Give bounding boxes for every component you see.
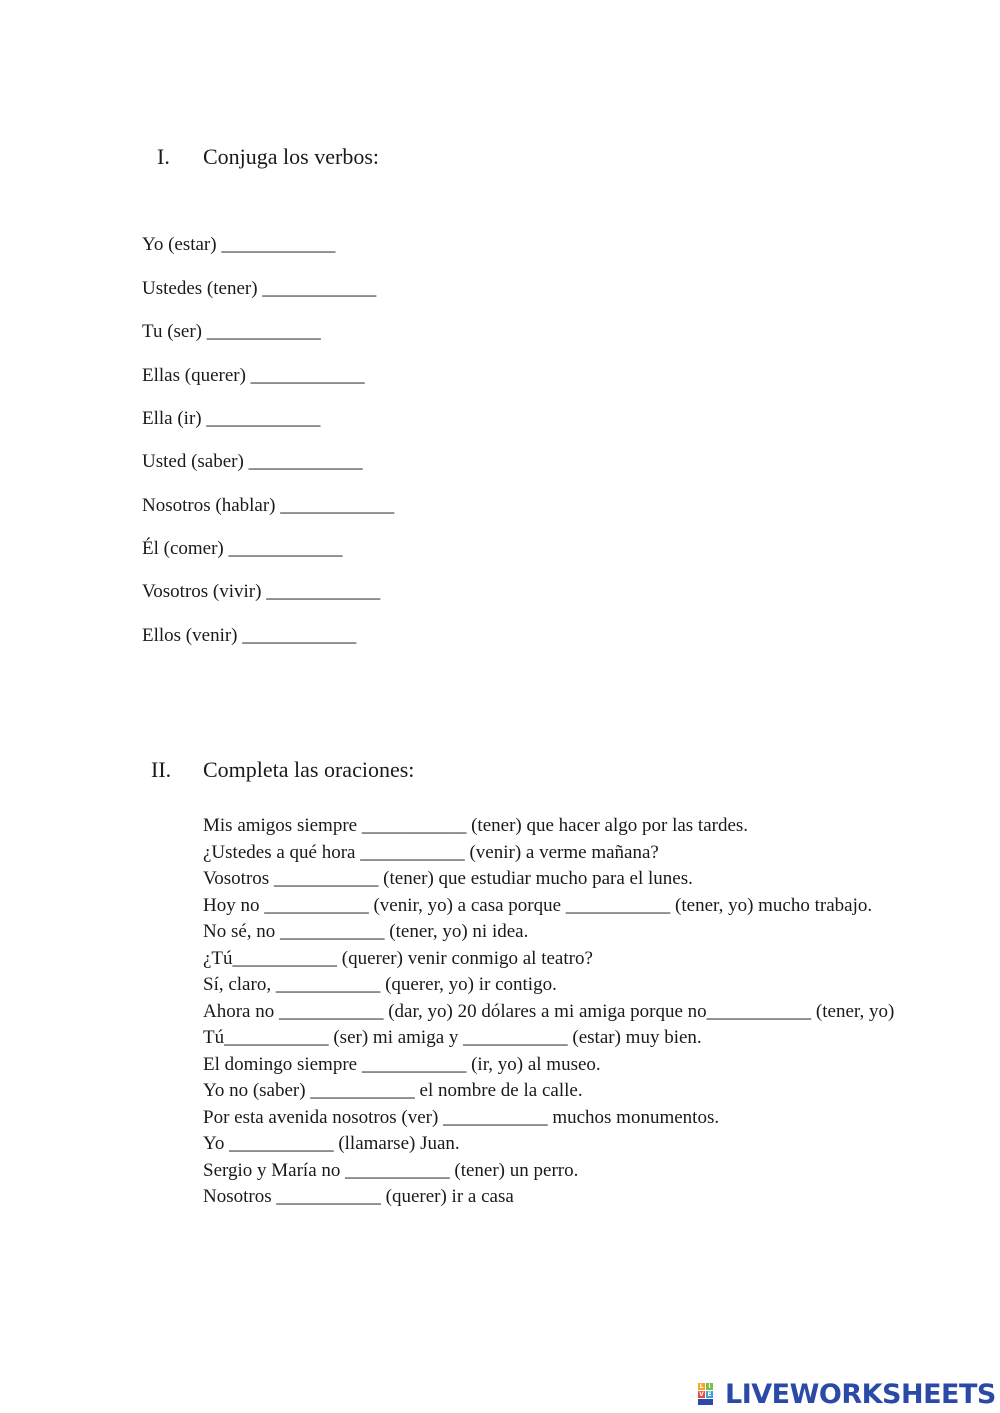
sentence-text[interactable]: ¿Tú___________ (querer) venir conmigo al teatro? bbox=[203, 948, 593, 969]
sentence-text[interactable]: Tú___________ (ser) mi amiga y ___________ (estar) muy bien. bbox=[203, 1027, 702, 1048]
verb-item[interactable]: Nosotros (hablar) ____________ bbox=[142, 495, 395, 516]
verb-item[interactable]: Tu (ser) ____________ bbox=[142, 321, 321, 342]
sentence-text[interactable]: Sergio y María no ___________ (tener) un perro. bbox=[203, 1160, 579, 1181]
verb-item[interactable]: Ellos (venir) ____________ bbox=[142, 625, 357, 646]
logo-letter-v: V bbox=[699, 1391, 704, 1398]
logo-letter-e: E bbox=[707, 1391, 712, 1398]
sentence-text[interactable]: Nosotros ___________ (querer) ir a casa bbox=[203, 1186, 514, 1207]
liveworksheets-logo-icon bbox=[698, 1381, 722, 1407]
logo-letter-i: I bbox=[706, 1383, 713, 1390]
verb-item[interactable]: Vosotros (vivir) ____________ bbox=[142, 581, 381, 602]
verb-item[interactable]: Ella (ir) ____________ bbox=[142, 408, 321, 429]
sentence-text[interactable]: Ahora no ___________ (dar, yo) 20 dólares a mi amiga porque no___________ (tener, yo) bbox=[203, 1001, 895, 1022]
section-2-number: II. bbox=[151, 757, 172, 782]
liveworksheets-logo[interactable] bbox=[698, 1378, 996, 1410]
verb-item[interactable]: Usted (saber) ____________ bbox=[142, 451, 363, 472]
section-2-title: Completa las oraciones: bbox=[203, 757, 415, 782]
logo-text: LIVEWORKSHEETS bbox=[725, 1378, 996, 1410]
sentence-text[interactable]: Vosotros ___________ (tener) que estudiar mucho para el lunes. bbox=[203, 868, 693, 889]
verb-item[interactable]: Ellas (querer) ____________ bbox=[142, 365, 365, 386]
sentence-text[interactable]: No sé, no ___________ (tener, yo) ni idea. bbox=[203, 921, 529, 942]
sentence-text[interactable]: Mis amigos siempre ___________ (tener) que hacer algo por las tardes. bbox=[203, 815, 749, 836]
sentence-text[interactable]: Hoy no ___________ (venir, yo) a casa porque ___________ (tener, yo) mucho trabajo. bbox=[203, 895, 873, 916]
section-1-number: I. bbox=[157, 144, 170, 169]
section-1-title: Conjuga los verbos: bbox=[203, 144, 379, 169]
sentence-text[interactable]: El domingo siempre ___________ (ir, yo) al museo. bbox=[203, 1054, 601, 1075]
sentence-text[interactable]: Sí, claro, ___________ (querer, yo) ir contigo. bbox=[203, 974, 557, 995]
logo-bar bbox=[698, 1399, 713, 1405]
sentence-text[interactable]: Yo no (saber) ___________ el nombre de la calle. bbox=[203, 1080, 583, 1101]
sentence-text[interactable]: ¿Ustedes a qué hora ___________ (venir) a verme mañana? bbox=[203, 842, 659, 863]
verb-item[interactable]: Él (comer) ____________ bbox=[142, 538, 343, 559]
sentence-text[interactable]: Yo ___________ (llamarse) Juan. bbox=[203, 1133, 460, 1154]
logo-letter-l: L bbox=[699, 1383, 704, 1390]
sentence-text[interactable]: Por esta avenida nosotros (ver) ___________ muchos monumentos. bbox=[203, 1107, 720, 1128]
verb-item[interactable]: Yo (estar) ____________ bbox=[142, 234, 336, 255]
verb-item[interactable]: Ustedes (tener) ____________ bbox=[142, 278, 377, 299]
